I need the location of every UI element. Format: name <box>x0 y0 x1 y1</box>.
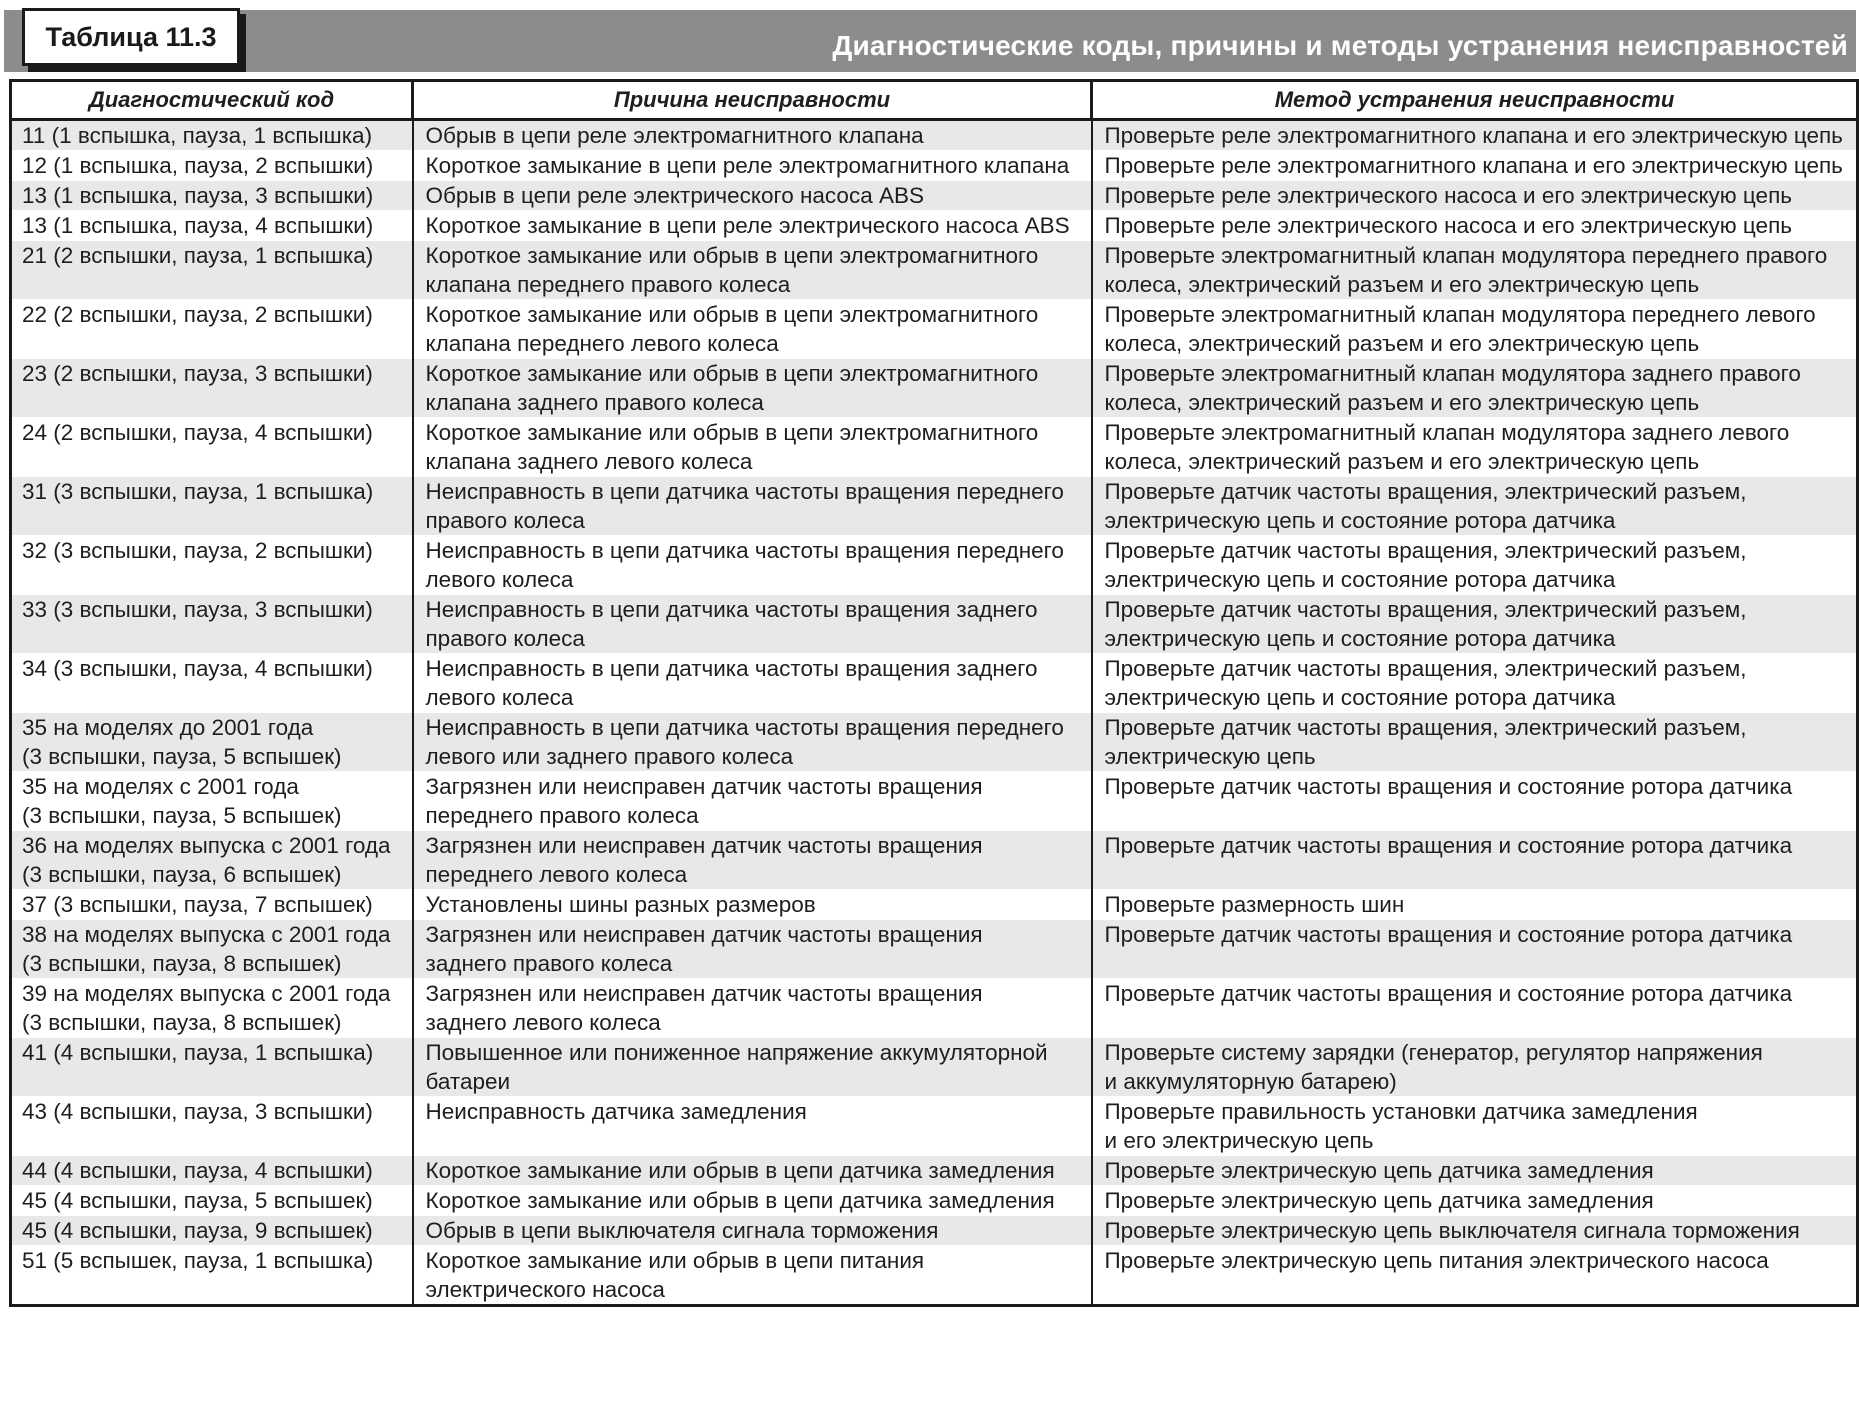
cell-cause: Загрязнен или неисправен датчик частоты вращения переднего левого колеса <box>413 831 1092 890</box>
table-row <box>11 1038 1858 1097</box>
table-number-badge: Таблица 11.3 <box>22 8 240 66</box>
table-row <box>11 359 1858 418</box>
cell-method: Проверьте правильность установки датчика замедления и его электрическую цепь <box>1092 1097 1858 1156</box>
cell-code: 24 (2 вспышки, пауза, 4 вспышки) <box>11 418 413 477</box>
cell-method: Проверьте датчик частоты вращения и состояние ротора датчика <box>1092 920 1858 979</box>
cell-method: Проверьте датчик частоты вращения, электрический разъем, электрическую цепь и состояние ротора датчика <box>1092 477 1858 536</box>
cell-method: Проверьте датчик частоты вращения, электрический разъем, электрическую цепь и состояние ротора датчика <box>1092 595 1858 654</box>
cell-cause: Неисправность в цепи датчика частоты вращения переднего правого колеса <box>413 477 1092 536</box>
table-row <box>11 1097 1858 1156</box>
cell-cause: Загрязнен или неисправен датчик частоты вращения заднего правого колеса <box>413 920 1092 979</box>
table-title: Диагностические коды, причины и методы устранения неисправностей <box>832 30 1848 61</box>
table-row <box>11 920 1858 979</box>
table-row <box>11 595 1858 654</box>
cell-method: Проверьте датчик частоты вращения и состояние ротора датчика <box>1092 831 1858 890</box>
table-row <box>11 120 1858 151</box>
cell-code: 38 на моделях выпуска с 2001 года (3 вспышки, пауза, 8 вспышек) <box>11 920 413 979</box>
cell-code: 36 на моделях выпуска с 2001 года (3 вспышки, пауза, 6 вспышек) <box>11 831 413 890</box>
cell-code: 41 (4 вспышки, пауза, 1 вспышка) <box>11 1038 413 1097</box>
table-row <box>11 890 1858 920</box>
cell-method: Проверьте электромагнитный клапан модулятора заднего левого колеса, электрический разъем и его электрическую цепь <box>1092 418 1858 477</box>
cell-code: 35 на моделях до 2001 года (3 вспышки, пауза, 5 вспышек) <box>11 713 413 772</box>
cell-method: Проверьте электрическую цепь выключателя сигнала торможения <box>1092 1216 1858 1246</box>
cell-code: 22 (2 вспышки, пауза, 2 вспышки) <box>11 300 413 359</box>
column-header-method: Метод устранения неисправности <box>1092 81 1858 120</box>
cell-method: Проверьте электромагнитный клапан модулятора переднего правого колеса, электрический разъем и его электрическую цепь <box>1092 241 1858 300</box>
cell-cause: Короткое замыкание в цепи реле электрического насоса ABS <box>413 211 1092 241</box>
cell-code: 34 (3 вспышки, пауза, 4 вспышки) <box>11 654 413 713</box>
cell-code: 44 (4 вспышки, пауза, 4 вспышки) <box>11 1156 413 1186</box>
cell-cause: Обрыв в цепи реле электромагнитного клапана <box>413 120 1092 151</box>
cell-cause: Короткое замыкание в цепи реле электромагнитного клапана <box>413 151 1092 181</box>
cell-cause: Короткое замыкание или обрыв в цепи датчика замедления <box>413 1156 1092 1186</box>
cell-method: Проверьте размерность шин <box>1092 890 1858 920</box>
cell-code: 45 (4 вспышки, пауза, 9 вспышек) <box>11 1216 413 1246</box>
cell-cause: Короткое замыкание или обрыв в цепи электромагнитного клапана заднего правого колеса <box>413 359 1092 418</box>
table-row <box>11 713 1858 772</box>
cell-method: Проверьте датчик частоты вращения, электрический разъем, электрическую цепь <box>1092 713 1858 772</box>
cell-cause: Установлены шины разных размеров <box>413 890 1092 920</box>
cell-cause: Загрязнен или неисправен датчик частоты вращения переднего правого колеса <box>413 772 1092 831</box>
diagnostic-codes-table <box>9 79 1859 1307</box>
cell-cause: Короткое замыкание или обрыв в цепи электромагнитного клапана переднего правого колеса <box>413 241 1092 300</box>
cell-code: 39 на моделях выпуска с 2001 года (3 вспышки, пауза, 8 вспышек) <box>11 979 413 1038</box>
table-row <box>11 772 1858 831</box>
cell-cause: Короткое замыкание или обрыв в цепи питания электрического насоса <box>413 1246 1092 1306</box>
cell-cause: Короткое замыкание или обрыв в цепи электромагнитного клапана переднего левого колеса <box>413 300 1092 359</box>
cell-code: 32 (3 вспышки, пауза, 2 вспышки) <box>11 536 413 595</box>
cell-cause: Неисправность в цепи датчика частоты вращения переднего левого колеса <box>413 536 1092 595</box>
cell-method: Проверьте датчик частоты вращения, электрический разъем, электрическую цепь и состояние ротора датчика <box>1092 654 1858 713</box>
cell-method: Проверьте реле электромагнитного клапана и его электрическую цепь <box>1092 120 1858 151</box>
cell-method: Проверьте датчик частоты вращения и состояние ротора датчика <box>1092 772 1858 831</box>
cell-method: Проверьте электромагнитный клапан модулятора переднего левого колеса, электрический разъем и его электрическую цепь <box>1092 300 1858 359</box>
table-row <box>11 831 1858 890</box>
title-bar <box>4 10 1856 72</box>
cell-code: 45 (4 вспышки, пауза, 5 вспышек) <box>11 1186 413 1216</box>
table-row <box>11 418 1858 477</box>
cell-cause: Загрязнен или неисправен датчик частоты вращения заднего левого колеса <box>413 979 1092 1038</box>
cell-cause: Обрыв в цепи выключателя сигнала торможения <box>413 1216 1092 1246</box>
cell-cause: Короткое замыкание или обрыв в цепи датчика замедления <box>413 1186 1092 1216</box>
cell-cause: Короткое замыкание или обрыв в цепи электромагнитного клапана заднего левого колеса <box>413 418 1092 477</box>
cell-code: 21 (2 вспышки, пауза, 1 вспышка) <box>11 241 413 300</box>
cell-method: Проверьте датчик частоты вращения, электрический разъем, электрическую цепь и состояние ротора датчика <box>1092 536 1858 595</box>
cell-code: 43 (4 вспышки, пауза, 3 вспышки) <box>11 1097 413 1156</box>
table-row <box>11 654 1858 713</box>
table-row <box>11 300 1858 359</box>
cell-cause: Неисправность в цепи датчика частоты вращения заднего правого колеса <box>413 595 1092 654</box>
table-row <box>11 1216 1858 1246</box>
table-row <box>11 241 1858 300</box>
cell-code: 37 (3 вспышки, пауза, 7 вспышек) <box>11 890 413 920</box>
cell-code: 13 (1 вспышка, пауза, 3 вспышки) <box>11 181 413 211</box>
cell-cause: Обрыв в цепи реле электрического насоса ABS <box>413 181 1092 211</box>
table-row <box>11 477 1858 536</box>
table-header-row <box>11 81 1858 120</box>
cell-method: Проверьте реле электромагнитного клапана и его электрическую цепь <box>1092 151 1858 181</box>
cell-method: Проверьте электрическую цепь датчика замедления <box>1092 1186 1858 1216</box>
cell-method: Проверьте электрическую цепь датчика замедления <box>1092 1156 1858 1186</box>
cell-method: Проверьте электрическую цепь питания электрического насоса <box>1092 1246 1858 1306</box>
cell-code: 11 (1 вспышка, пауза, 1 вспышка) <box>11 120 413 151</box>
table-row <box>11 211 1858 241</box>
table-row <box>11 151 1858 181</box>
cell-cause: Неисправность датчика замедления <box>413 1097 1092 1156</box>
column-header-cause: Причина неисправности <box>413 81 1092 120</box>
table-row <box>11 536 1858 595</box>
cell-cause: Повышенное или пониженное напряжение аккумуляторной батареи <box>413 1038 1092 1097</box>
cell-cause: Неисправность в цепи датчика частоты вращения переднего левого или заднего правого колеса <box>413 713 1092 772</box>
table-row <box>11 1186 1858 1216</box>
table-row <box>11 1246 1858 1306</box>
table-row <box>11 181 1858 211</box>
column-header-code: Диагностический код <box>11 81 413 120</box>
cell-method: Проверьте реле электрического насоса и его электрическую цепь <box>1092 181 1858 211</box>
cell-code: 31 (3 вспышки, пауза, 1 вспышка) <box>11 477 413 536</box>
cell-code: 51 (5 вспышек, пауза, 1 вспышка) <box>11 1246 413 1306</box>
cell-code: 12 (1 вспышка, пауза, 2 вспышки) <box>11 151 413 181</box>
cell-method: Проверьте реле электрического насоса и его электрическую цепь <box>1092 211 1858 241</box>
cell-code: 33 (3 вспышки, пауза, 3 вспышки) <box>11 595 413 654</box>
cell-method: Проверьте электромагнитный клапан модулятора заднего правого колеса, электрический разъем и его электрическую цепь <box>1092 359 1858 418</box>
cell-code: 35 на моделях с 2001 года (3 вспышки, пауза, 5 вспышек) <box>11 772 413 831</box>
table-row <box>11 979 1858 1038</box>
cell-code: 23 (2 вспышки, пауза, 3 вспышки) <box>11 359 413 418</box>
cell-cause: Неисправность в цепи датчика частоты вращения заднего левого колеса <box>413 654 1092 713</box>
table-row <box>11 1156 1858 1186</box>
cell-method: Проверьте систему зарядки (генератор, регулятор напряжения и аккумуляторную батарею) <box>1092 1038 1858 1097</box>
cell-code: 13 (1 вспышка, пауза, 4 вспышки) <box>11 211 413 241</box>
cell-method: Проверьте датчик частоты вращения и состояние ротора датчика <box>1092 979 1858 1038</box>
